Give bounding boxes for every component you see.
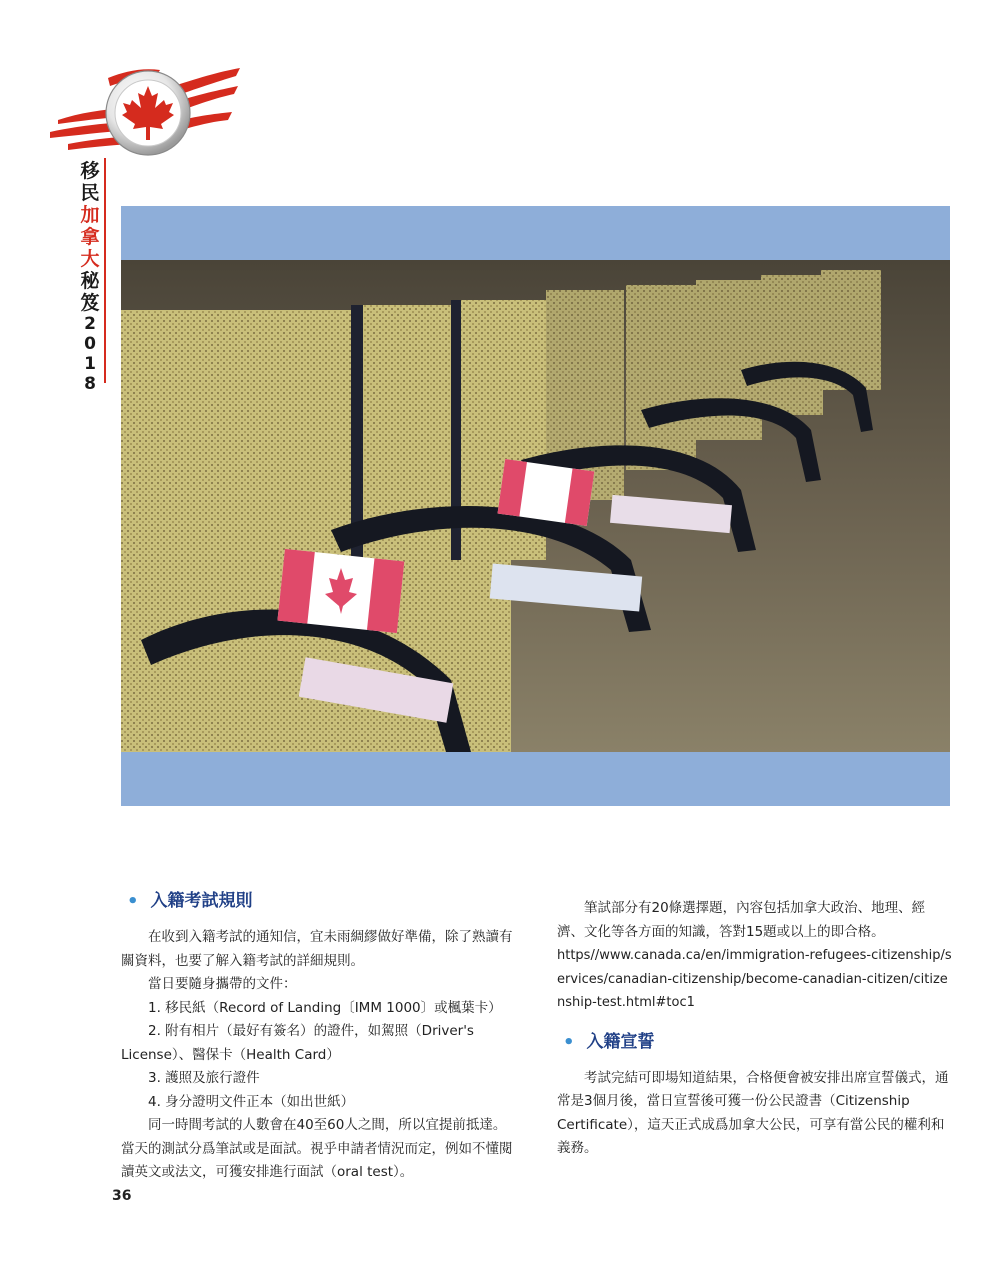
heading-text: 入籍宣誓 xyxy=(586,1031,655,1052)
title-char: 加 xyxy=(80,204,100,226)
title-char: 民 xyxy=(80,182,100,204)
sidebar-divider xyxy=(104,158,106,383)
section-heading-exam-rules xyxy=(121,888,516,916)
bullet-icon: • xyxy=(127,891,139,913)
paragraph: 考試完結可即場知道結果，合格便會被安排出席宣誓儀式，通常是3個月後，當日宣誓後可獲一份公民證書（Citizenship Certificate），這天正式成爲加拿大公民，可享有當公民的權利和義務。 xyxy=(557,1069,949,1156)
reference-url[interactable]: https//www.canada.ca/en/immigration-refugees-citizenship/services/canadian-citizenship/become-canadian-citizen/citizenship-test.html#toc1 xyxy=(557,948,952,1010)
canada-globe-logo xyxy=(48,58,243,168)
paragraph: 同一時間考試的人數會在40至60人之間，所以宜提前抵達。當天的測試分爲筆試或是面試。視乎申請者情況而定，例如不懂閱讀英文或法文，可獲安排進行面試（oral test）。 xyxy=(121,1117,513,1180)
page-number: 36 xyxy=(112,1188,132,1204)
paragraph: 當日要隨身攜帶的文件： xyxy=(148,976,297,992)
title-char: 大 xyxy=(80,248,100,270)
title-char: 移 xyxy=(80,160,100,182)
title-char: 秘 xyxy=(80,270,100,292)
canadian-flag-icon xyxy=(277,549,404,633)
right-column xyxy=(557,897,952,1161)
vertical-book-title xyxy=(78,160,102,394)
title-char: 2 xyxy=(84,314,96,334)
list-item: 4. 身分證明文件正本（如出世紙） xyxy=(148,1093,355,1110)
heading-text: 入籍考試規則 xyxy=(150,891,253,912)
title-char: 8 xyxy=(84,374,96,394)
left-column xyxy=(121,888,516,1185)
list-item: 2. 附有相片（最好有簽名）的證件，如駕照（Driver's License）、醫保卡（Health Card） xyxy=(121,1023,474,1063)
section-heading-oath xyxy=(557,1029,952,1057)
bullet-icon: • xyxy=(563,1031,575,1053)
list-item: 1. 移民紙（Record of Landing〔IMM 1000〕或楓葉卡） xyxy=(148,999,502,1016)
title-char: 拿 xyxy=(80,226,100,248)
paragraph: 筆試部分有20條選擇題，內容包括加拿大政治、地理、經濟、文化等各方面的知識，答對15題或以上的即合格。 xyxy=(557,900,926,940)
citizenship-ceremony-chairs-photo xyxy=(121,260,950,752)
title-char: 1 xyxy=(84,354,96,374)
title-char: 0 xyxy=(84,334,96,354)
photo-frame xyxy=(121,206,950,806)
paragraph: 在收到入籍考試的通知信，宜未雨綢繆做好準備，除了熟讀有關資料，也要了解入籍考試的詳細規則。 xyxy=(121,929,513,969)
list-item: 3. 護照及旅行證件 xyxy=(148,1070,260,1086)
title-char: 笈 xyxy=(80,292,100,314)
